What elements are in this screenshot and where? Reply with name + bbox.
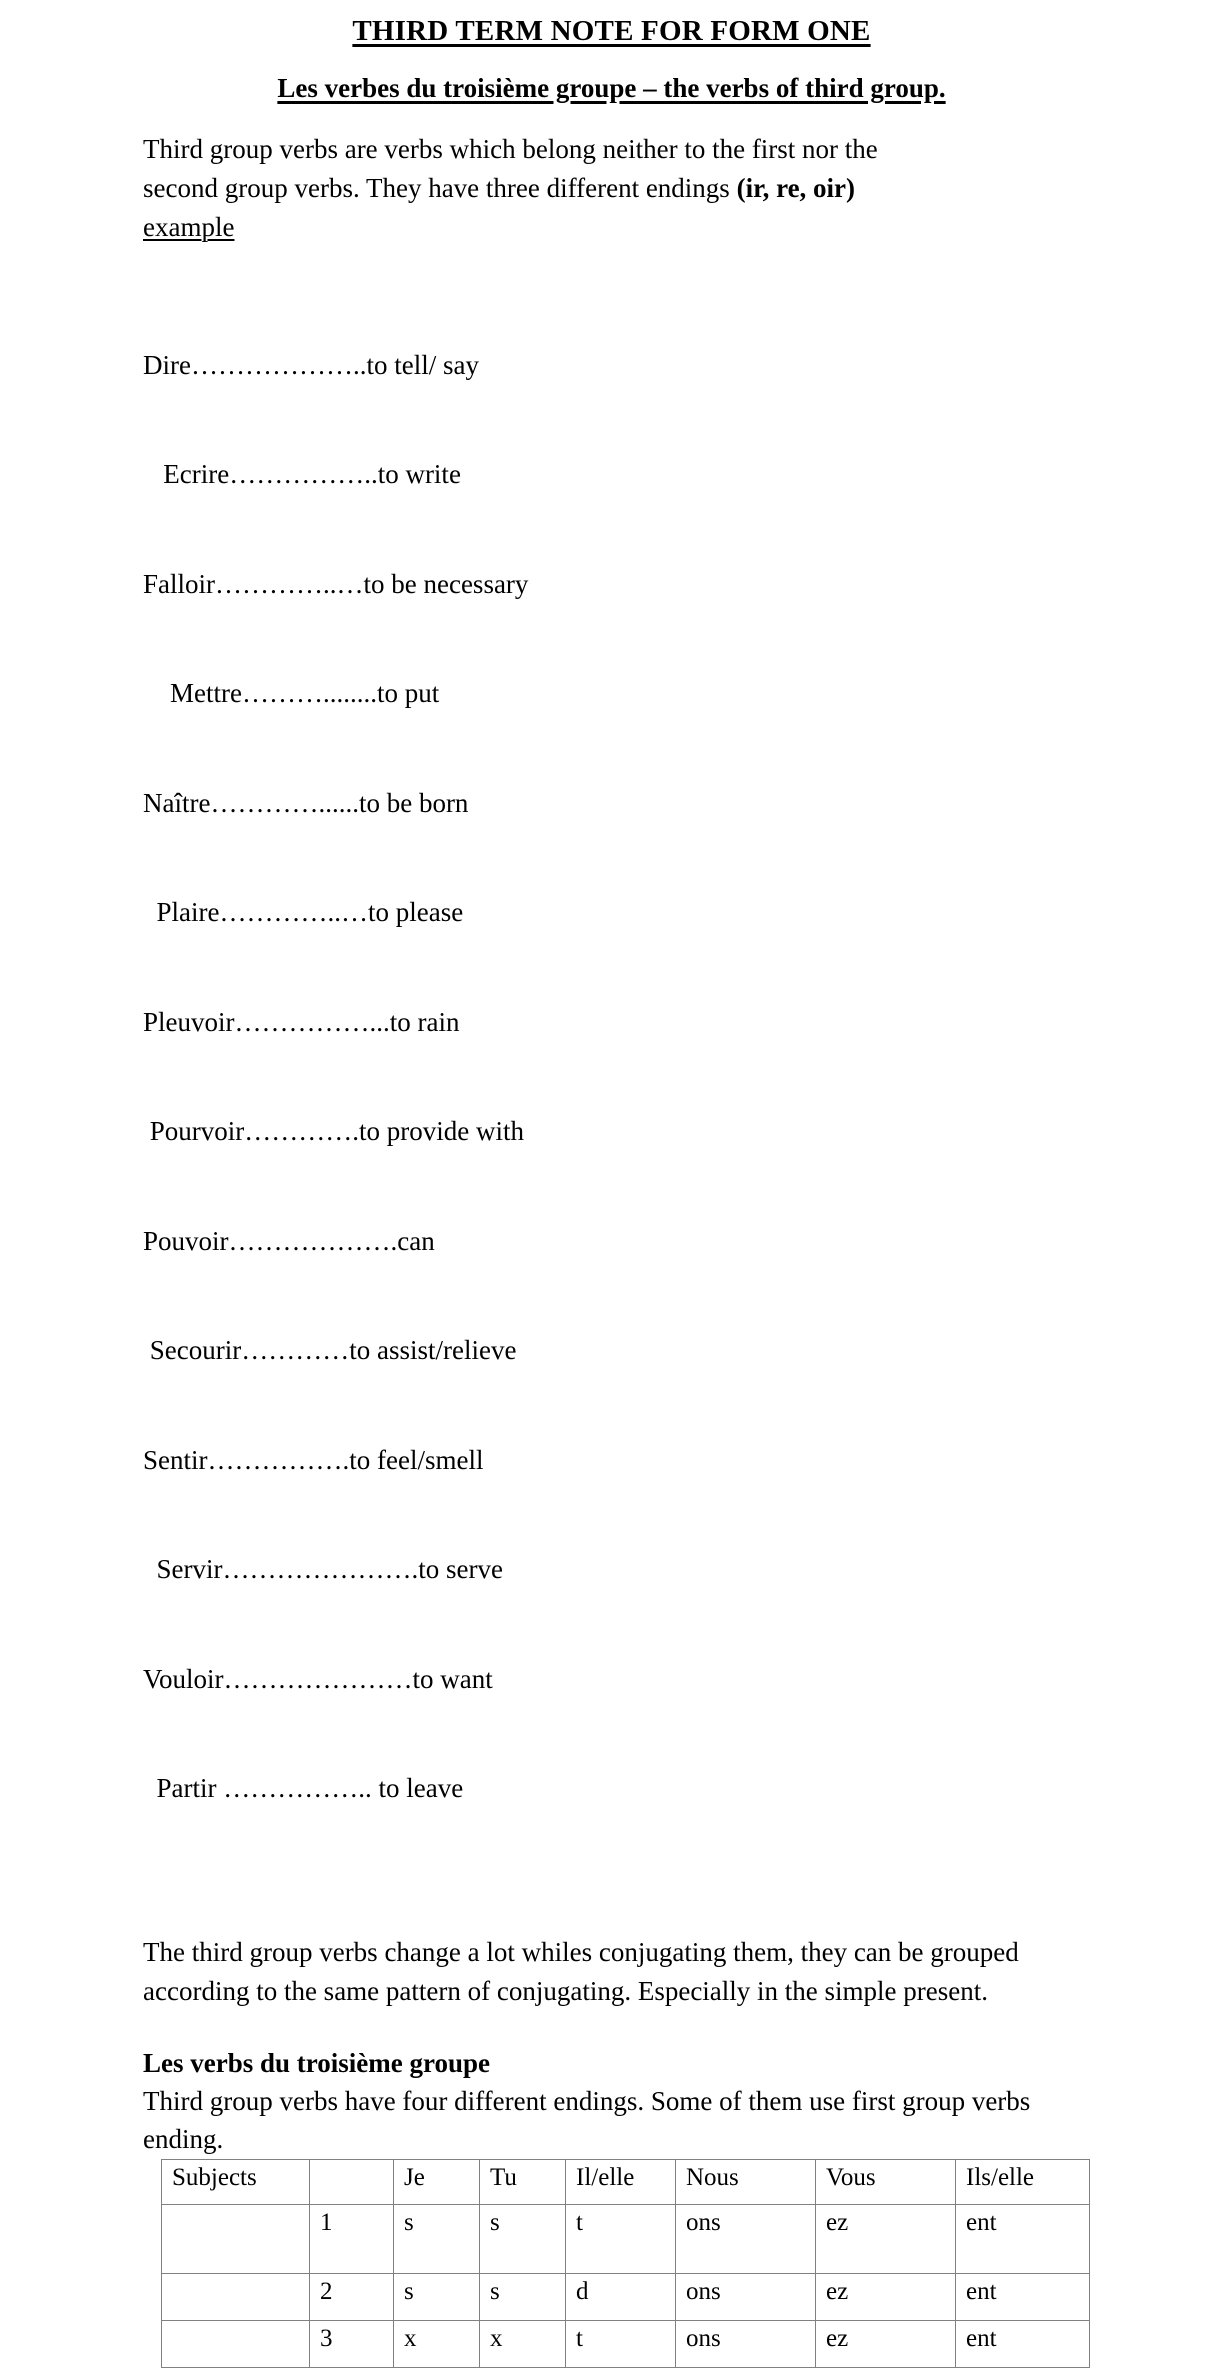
conjugation-paragraph: The third group verbs change a lot whiles conjugating them, they can be grouped according to the same pattern of conjugating. Especially in the simple present. — [143, 1936, 1019, 2006]
intro-line-1: Third group verbs are verbs which belong neither to the first nor the — [143, 133, 878, 164]
table-cell: ons — [676, 2273, 816, 2320]
intro-endings-bold: (ir, re, oir) — [736, 172, 856, 203]
table-cell — [162, 2204, 310, 2273]
table-cell: ons — [676, 2320, 816, 2367]
table-cell: ons — [676, 2204, 816, 2273]
document-subtitle-text: Les verbes du troisième groupe – the verbs of third group. — [277, 72, 946, 103]
verb-list-item: Naître…………......to be born — [143, 787, 469, 818]
table-cell: d — [566, 2273, 676, 2320]
table-header-cell: Il/elle — [566, 2159, 676, 2204]
document-title — [0, 16, 1223, 48]
verb-list-item: Pleuvoir……………...to rain — [143, 1006, 460, 1037]
table-cell: 2 — [310, 2273, 394, 2320]
table-header-cell: Vous — [816, 2159, 956, 2204]
table-cell: 3 — [310, 2320, 394, 2367]
intro-block — [143, 130, 1043, 247]
table-cell: s — [480, 2273, 566, 2320]
table-header-cell: Nous — [676, 2159, 816, 2204]
table-cell: t — [566, 2320, 676, 2367]
verb-list-item: Mettre………........to put — [143, 678, 440, 709]
table-cell: ez — [816, 2320, 956, 2367]
table-cell: s — [394, 2273, 480, 2320]
table-cell — [162, 2320, 310, 2367]
verb-list-item: Dire………………..to tell/ say — [143, 349, 479, 380]
verb-list-item: Ecrire……………..to write — [143, 459, 461, 490]
document-page — [0, 15, 1223, 2352]
verb-endings-table — [161, 2159, 1090, 2368]
section-body-paragraph: Third group verbs have four different endings. Some of them use first group verbs ending. — [143, 2085, 1031, 2154]
verb-list-item: Vouloir…………………to want — [143, 1663, 493, 1694]
verb-list-item: Pouvoir……………….can — [143, 1225, 435, 1256]
table-cell: s — [480, 2204, 566, 2273]
verb-list — [143, 274, 1223, 1880]
table-cell: ez — [816, 2273, 956, 2320]
verb-list-item: Secourir…………to assist/relieve — [143, 1335, 517, 1366]
document-subtitle — [0, 74, 1223, 104]
table-row — [162, 2273, 1090, 2320]
table-cell: ent — [956, 2273, 1090, 2320]
table-cell: t — [566, 2204, 676, 2273]
table-header-cell — [310, 2159, 394, 2204]
table-cell: s — [394, 2204, 480, 2273]
verb-list-item: Falloir…………..…to be necessary — [143, 568, 529, 599]
verb-list-item: Pourvoir………….to provide with — [143, 1116, 524, 1147]
verb-list-item: Plaire…………..…to please — [143, 897, 464, 928]
table-cell: ent — [956, 2320, 1090, 2367]
table-row — [162, 2204, 1090, 2273]
table-row — [162, 2320, 1090, 2367]
table-cell: ez — [816, 2204, 956, 2273]
table-cell — [162, 2273, 310, 2320]
table-cell: 1 — [310, 2204, 394, 2273]
table-header-cell: Ils/elle — [956, 2159, 1090, 2204]
table-header-cell: Tu — [480, 2159, 566, 2204]
table-cell: ent — [956, 2204, 1090, 2273]
table-cell: x — [394, 2320, 480, 2367]
document-title-text: THIRD TERM NOTE FOR FORM ONE — [352, 15, 871, 47]
intro-paragraph — [143, 130, 1043, 247]
table-cell: x — [480, 2320, 566, 2367]
table-header-cell: Je — [394, 2159, 480, 2204]
verb-list-item: Servir………………….to serve — [143, 1554, 503, 1585]
example-label: example — [143, 211, 235, 242]
verb-list-item: Sentir…………….to feel/smell — [143, 1444, 484, 1475]
table-header-row — [162, 2159, 1090, 2204]
verb-list-item: Partir …………….. to leave — [143, 1773, 464, 1804]
section-heading: Les verbs du troisième groupe — [143, 2047, 490, 2078]
intro-line-2-prefix: second group verbs. They have three different endings — [143, 172, 737, 203]
table-header-cell: Subjects — [162, 2159, 310, 2204]
